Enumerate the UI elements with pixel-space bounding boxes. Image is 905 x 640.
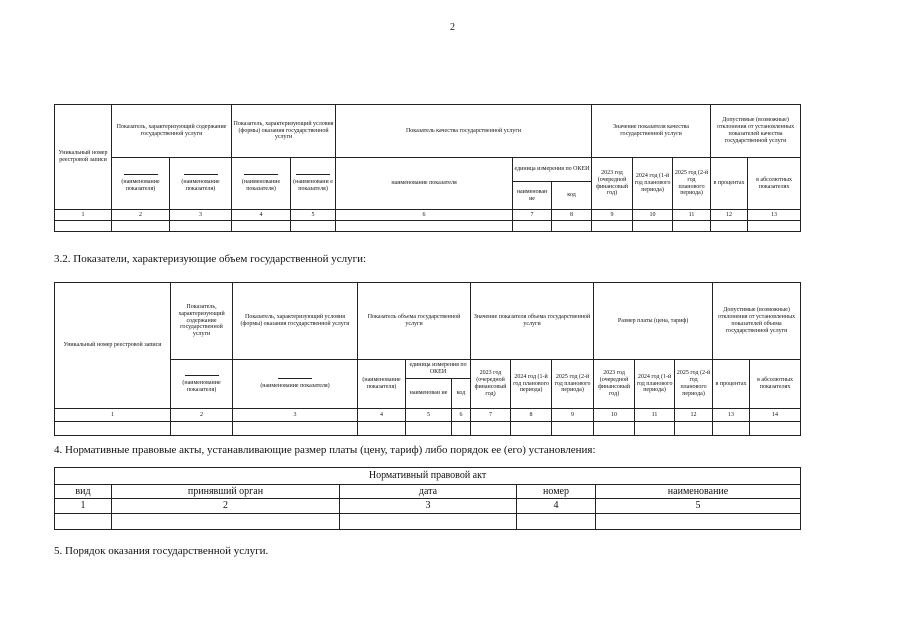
column-number: 2	[112, 210, 170, 221]
subheader-indicator-name: (наименование показателя)	[182, 379, 221, 393]
section-3-2-heading: 3.2. Показатели, характеризующие объем государственной услуги:	[54, 253, 367, 265]
empty-cell	[291, 221, 336, 232]
subheader-year-2023: 2023 год (очередной финансовый год)	[592, 158, 633, 210]
subheader-unit-name: наименован ие	[406, 379, 452, 409]
empty-cell	[233, 422, 358, 436]
header-conditions-indicator: Показатель, характеризующий условия (формы) оказания государственной услуги	[233, 283, 358, 360]
subheader-year-2023: 2023 год (очередной финансовый год)	[471, 360, 511, 409]
column-number: 11	[635, 409, 675, 422]
header-date: дата	[340, 485, 517, 499]
subheader-year-2024: 2024 год (1-й год планового периода)	[511, 360, 552, 409]
section-5-heading: 5. Порядок оказания государственной услуги.	[54, 545, 269, 557]
column-number: 4	[232, 210, 291, 221]
empty-cell	[552, 422, 594, 436]
column-number: 5	[291, 210, 336, 221]
empty-cell	[596, 514, 801, 530]
empty-cell	[552, 221, 592, 232]
column-number: 9	[552, 409, 594, 422]
subheader-indicator-name-cell	[170, 158, 232, 210]
empty-cell	[711, 221, 748, 232]
normative-acts-table	[54, 467, 801, 530]
subheader-year-2025: 2025 год (2-й год планового периода)	[552, 360, 594, 409]
subheader-volume-name: (наименование показателя)	[358, 360, 406, 409]
empty-cell	[55, 221, 112, 232]
header-unique-number: Уникальный номер реестровой записи	[55, 105, 112, 210]
subheader-indicator-name: (наименование показателя)	[260, 383, 330, 390]
header-type: вид	[55, 485, 112, 499]
subheader-percent: в процентах	[711, 158, 748, 210]
page-number: 2	[450, 22, 455, 33]
column-number: 8	[511, 409, 552, 422]
subheader-year-2025: 2025 год (2-й год планового периода)	[673, 158, 711, 210]
empty-cell	[340, 514, 517, 530]
column-number: 3	[233, 409, 358, 422]
empty-cell	[511, 422, 552, 436]
empty-cell	[452, 422, 471, 436]
subheader-absolute: в абсолютных показателях	[748, 158, 801, 210]
empty-cell	[517, 514, 596, 530]
quality-indicators-table	[54, 104, 801, 232]
empty-cell	[635, 422, 675, 436]
column-number: 1	[55, 409, 171, 422]
column-number: 2	[171, 409, 233, 422]
column-number: 9	[592, 210, 633, 221]
column-number: 4	[358, 409, 406, 422]
header-quality-values: Значение показателя качества государственной услуги	[592, 105, 711, 158]
empty-cell	[112, 221, 170, 232]
subheader-indicator-name-cell	[232, 158, 291, 210]
column-number: 12	[711, 210, 748, 221]
column-number: 13	[748, 210, 801, 221]
section-4-heading: 4. Нормативные правовые акты, устанавливающие размер платы (цену, тариф) либо порядок ее (его) установления:	[54, 444, 596, 456]
column-number: 13	[713, 409, 750, 422]
empty-cell	[675, 422, 713, 436]
subheader-percent: в процентах	[713, 360, 750, 409]
column-number: 1	[55, 499, 112, 514]
empty-cell	[112, 514, 340, 530]
column-number: 3	[170, 210, 232, 221]
subheader-indicator-name-cell	[171, 360, 233, 409]
header-deviation: Допустимые (возможные) отклонения от установленных показателей объема государственной услуги	[713, 283, 801, 360]
column-number: 6	[336, 210, 513, 221]
header-volume-indicator: Показатель объема государственной услуги	[358, 283, 471, 360]
column-number: 1	[55, 210, 112, 221]
column-number: 5	[596, 499, 801, 514]
empty-cell	[673, 221, 711, 232]
column-number: 2	[112, 499, 340, 514]
empty-cell	[336, 221, 513, 232]
column-number: 5	[406, 409, 452, 422]
empty-cell	[406, 422, 452, 436]
header-issuing-body: принявший орган	[112, 485, 340, 499]
subheader-indicator-name: (наименование показателя)	[181, 179, 220, 192]
empty-cell	[232, 221, 291, 232]
header-volume-values: Значение показателя объема государственной услуги	[471, 283, 594, 360]
subheader-indicator-name: (наименование показателя)	[121, 179, 160, 192]
empty-cell	[750, 422, 801, 436]
header-unique-number: Уникальный номер реестровой записи	[55, 283, 171, 409]
header-name: наименование	[596, 485, 801, 499]
subheader-indicator-name: (наименовани е показателя)	[293, 179, 333, 192]
empty-cell	[358, 422, 406, 436]
column-number: 11	[673, 210, 711, 221]
empty-cell	[513, 221, 552, 232]
empty-cell	[55, 514, 112, 530]
empty-cell	[55, 422, 171, 436]
subheader-absolute: в абсолютных показателях	[750, 360, 801, 409]
volume-indicators-table	[54, 282, 801, 436]
header-content-indicator: Показатель, характеризующий содержание государственной услуги	[112, 105, 232, 158]
subheader-unit-code: код	[452, 379, 471, 409]
header-conditions-indicator: Показатель, характеризующий условия (формы) оказания государственной услуги	[232, 105, 336, 158]
subheader-indicator-name-cell	[112, 158, 170, 210]
header-deviation: Допустимые (возможные) отклонения от установленных показателей качества государственной услуги	[711, 105, 801, 158]
subheader-unit-name: наименован ие	[513, 182, 552, 210]
column-number: 10	[633, 210, 673, 221]
subheader-unit-okei: единица измерения по ОКЕИ	[406, 360, 471, 379]
column-number: 7	[513, 210, 552, 221]
subheader-quality-indicator-name: наименование показателя	[336, 158, 513, 210]
empty-cell	[471, 422, 511, 436]
empty-cell	[713, 422, 750, 436]
subheader-price-2023: 2023 год (очередной финансовый год)	[594, 360, 635, 409]
header-quality-indicator: Показатель качества государственной услуги	[336, 105, 592, 158]
empty-cell	[170, 221, 232, 232]
subheader-indicator-name: (наименование показателя)	[241, 179, 281, 192]
subheader-price-2025: 2025 год (2-й год планового периода)	[675, 360, 713, 409]
column-number: 10	[594, 409, 635, 422]
subheader-indicator-name-cell	[233, 360, 358, 409]
subheader-unit-code: код	[552, 182, 592, 210]
header-content-indicator: Показатель, характеризующий содержание государственной услуги	[171, 283, 233, 360]
subheader-year-2024: 2024 год (1-й год планового периода)	[633, 158, 673, 210]
column-number: 8	[552, 210, 592, 221]
column-number: 14	[750, 409, 801, 422]
column-number: 4	[517, 499, 596, 514]
header-price: Размер платы (цена, тариф)	[594, 283, 713, 360]
column-number: 3	[340, 499, 517, 514]
column-number: 12	[675, 409, 713, 422]
subheader-unit-okei: единица измерения по ОКЕИ	[513, 158, 592, 182]
empty-cell	[633, 221, 673, 232]
empty-cell	[594, 422, 635, 436]
subheader-price-2024: 2024 год (1-й год планового периода)	[635, 360, 675, 409]
subheader-indicator-name-cell	[291, 158, 336, 210]
header-number: номер	[517, 485, 596, 499]
empty-cell	[748, 221, 801, 232]
column-number: 7	[471, 409, 511, 422]
empty-cell	[592, 221, 633, 232]
empty-cell	[171, 422, 233, 436]
column-number: 6	[452, 409, 471, 422]
normative-act-title: Нормативный правовой акт	[55, 468, 801, 485]
